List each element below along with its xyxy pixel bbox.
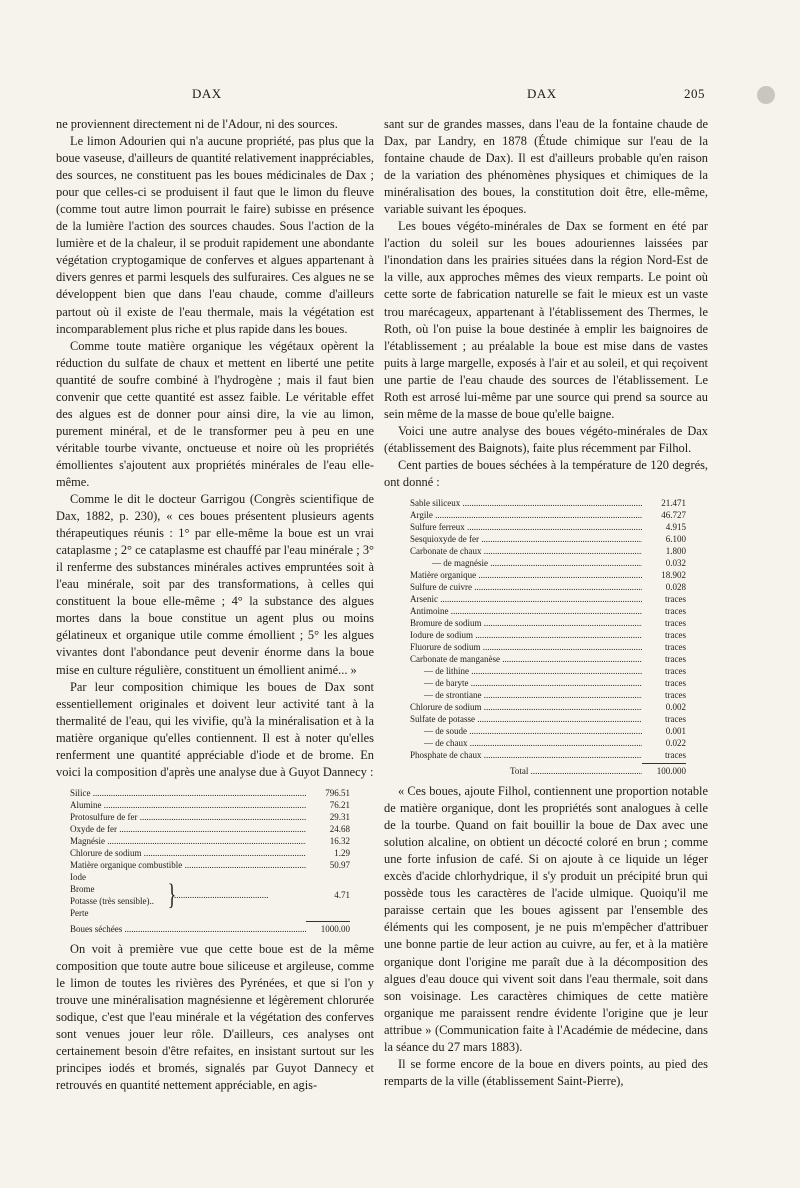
total-value: 1000.00 bbox=[320, 923, 350, 934]
table-total-row bbox=[70, 922, 350, 935]
table-row bbox=[410, 509, 686, 521]
group-item: Potasse (très sensible).. bbox=[70, 895, 154, 906]
substance-name: Bromure de sodium ..... bbox=[410, 617, 642, 629]
substance-name: Phosphate de chaux ..... bbox=[410, 749, 642, 761]
paragraph: Les boues végéto-minérales de Dax se forment en été par l'action du soleil sur les boues adouriennes laissées par l'inondation dans les prairies situées dans la région Nord-Est de la ville, aux approches mêmes des vieux remparts. Le point où cette sorte de fabrication naturelle se fait le mieux est un vaste trou marécageux, appartenant à l'établissement des Thermes, le Roth, où l'on puise la boue destinée à emplir les baignoires de l'établissement ; au préalable la boue est mise dans de vastes puits à large margelle, exposés à l'air et au soleil, et qui reçoivent une partie de l'eau chaude des sources de l'établissement. Le Roth est arrosé lui-même par une source qui prend sa source au sein même de la masse de boue qu'elle baigne. bbox=[384, 219, 708, 421]
substance-value: traces bbox=[665, 606, 686, 617]
table-row bbox=[70, 835, 350, 847]
table-row bbox=[410, 665, 686, 677]
substance-name: Arsenic ..... bbox=[410, 593, 642, 605]
substance-name: — de soude ..... bbox=[410, 725, 642, 737]
composition-table-filhol bbox=[410, 497, 686, 777]
substance-value: traces bbox=[665, 666, 686, 677]
substance-value: traces bbox=[665, 750, 686, 761]
substance-value: 0.028 bbox=[665, 582, 686, 593]
substance-value: 18.902 bbox=[661, 570, 686, 581]
table-row bbox=[410, 629, 686, 641]
substance-value: traces bbox=[665, 654, 686, 665]
substance-name: — de strontiane ..... bbox=[410, 689, 642, 701]
paragraph: Comme toute matière organique les végétaux opèrent la réduction du sulfate de chaux et mettent en liberté une petite quantité de soufre combiné à l'hydrogène ; mais il faut bien convenir que cette quantité est assez faible. Le véritable effet des algues est de donner pour ainsi dire, la vie au limon, purement minéral, et de le transformer peu à peu en une véritable tourbe vivante, onctueuse et noire où les propriétés émollientes s'ajoutent aux propriétés minérales de l'eau elle-même. bbox=[56, 338, 374, 489]
table-row bbox=[410, 749, 686, 761]
substance-name: Magnésie ..... bbox=[70, 835, 306, 847]
substance-value: 29.31 bbox=[329, 811, 350, 822]
substance-value: traces bbox=[665, 594, 686, 605]
paragraph: Comme le dit le docteur Garrigou (Congrès scientifique de Dax, 1882, p. 230), « ces boues présentent plusieurs agents thérapeutiques réunis : 1° par elle-même la boue est un vrai cataplasme ; 2° ce cataplasme est chauffé par l'eau minérale ; 3° il renferme des substances minérales actives empruntées soit à l'eau minérale, soit par des transformations, à celles qui constituent la boue elle-même ; 4° la substance des algues mortes dans la boue constitue un agent plus ou moins gélatineux et organique utile comme émollient ; 5° les algues vivantes dont l'abondance peut devenir énorme dans la boue mise en culture régulière, constituent un émollient animé... » bbox=[56, 492, 374, 677]
substance-value: traces bbox=[665, 618, 686, 629]
substance-value: traces bbox=[665, 678, 686, 689]
substance-name: Antimoine ..... bbox=[410, 605, 642, 617]
substance-value: 50.97 bbox=[329, 859, 350, 870]
paragraph: sant sur de grandes masses, dans l'eau de la fontaine chaude de Dax, par Landry, en 1878 (Étude chimique sur l'eau de la fontaine chaude de Dax). Il est d'ailleurs probable qu'en raison de la variation des phénomènes physiques et chimiques de la minéralisation des boues, la constitution doit être, elle-même, variable suivant les époques. bbox=[384, 117, 708, 217]
table-rows bbox=[70, 787, 350, 871]
substance-value: 1.800 bbox=[665, 546, 686, 557]
substance-name: Chlorure de sodium ..... bbox=[70, 847, 306, 859]
brace-icon: } bbox=[167, 877, 177, 911]
substance-value: 0.032 bbox=[665, 558, 686, 569]
table-row bbox=[410, 653, 686, 665]
substance-name: — de magnésie ..... bbox=[410, 557, 642, 569]
total-label: Total ..... bbox=[410, 765, 642, 777]
table-row bbox=[410, 497, 686, 509]
binding-hole bbox=[757, 86, 775, 104]
substance-value: 0.022 bbox=[665, 738, 686, 749]
substance-value: traces bbox=[665, 642, 686, 653]
table-row bbox=[70, 847, 350, 859]
substance-name: — de baryte ..... bbox=[410, 677, 642, 689]
substance-name: — de chaux ..... bbox=[410, 737, 642, 749]
table-row bbox=[410, 641, 686, 653]
group-value: 4.71 bbox=[334, 889, 350, 900]
table-row bbox=[410, 737, 686, 749]
paragraph: Le limon Adourien qui n'a aucune propriété, pas plus que la boue vaseuse, d'ailleurs de quantité relativement inappréciables, des sources, ne constituent pas les boues médicinales de Dax ; pour que celles-ci se produisent il faut que le limon du fleuve (comme tout autre limon pourrait le faire) subisse en présence de la lumière l'action des sources chaudes. Sous l'action de la lumière et de la chaleur, il se produit rapidement une abondante végétation cryptogamique de conferves et algues appartenant à divers genres et parmi lesquels des sulfuraires. Ces algues ne se développent bien que dans l'eau chaude, comme d'ailleurs partout où il existe de l'eau thermale, mais la végétation est incomparablement plus riche et plus rapide dans les boues. bbox=[56, 134, 374, 336]
substance-value: traces bbox=[665, 714, 686, 725]
substance-name: Oxyde de fer ..... bbox=[70, 823, 306, 835]
substance-name: Carbonate de chaux ..... bbox=[410, 545, 642, 557]
substance-name: Protosulfure de fer ..... bbox=[70, 811, 306, 823]
table-row bbox=[70, 859, 350, 871]
table-row bbox=[410, 545, 686, 557]
table-row bbox=[70, 787, 350, 799]
table-group-row bbox=[70, 871, 350, 919]
substance-value: traces bbox=[665, 690, 686, 701]
substance-value: 4.915 bbox=[665, 522, 686, 533]
table-row bbox=[410, 521, 686, 533]
group-item: Iode bbox=[70, 871, 86, 882]
leader-dots: .......................................... bbox=[174, 889, 269, 900]
group-item: Perte bbox=[70, 907, 89, 918]
running-head-center: DAX bbox=[527, 86, 557, 101]
paragraph: On voit à première vue que cette boue est de la même composition que toute autre boue siliceuse et argileuse, comme le limon de toutes les rivières des Pyrénées, et que si l'on y trouve une minéralisation magnésienne et légèrement chlorurée sodique, c'est que l'eau minérale et la végétation des conferves sont venues jouer leur rôle. D'ailleurs, ces analyses ont certainement besoin d'être refaites, en insistant surtout sur les principes iodés et bromés, signalés par Guyot Dannecy et retrouvés en quantité nettement appréciable, en agis- bbox=[56, 941, 374, 1093]
total-value: 100.000 bbox=[656, 766, 686, 777]
substance-value: 24.68 bbox=[329, 823, 350, 834]
table-row bbox=[410, 689, 686, 701]
substance-value: 46.727 bbox=[661, 510, 686, 521]
substance-name: Sulfure ferreux ..... bbox=[410, 521, 642, 533]
substance-name: Sulfure de cuivre ..... bbox=[410, 581, 642, 593]
paragraph: Il se forme encore de la boue en divers points, au pied des remparts de la ville (établissement Saint-Pierre), bbox=[384, 1056, 708, 1088]
table-row bbox=[410, 605, 686, 617]
table-row bbox=[410, 593, 686, 605]
table-row bbox=[410, 701, 686, 713]
table-row bbox=[410, 569, 686, 581]
table-row bbox=[410, 725, 686, 737]
substance-value: 76.21 bbox=[329, 799, 350, 810]
paragraph: « Ces boues, ajoute Filhol, contiennent une proportion notable de matière organique, dont les propriétés sont analogues à celle de la tourbe. Quand on fait bouillir la boue de Dax avec une solution alcaline, on obtient un décocté coloré en brun ; comme une forte infusion de café. Si on ajoute à ce liquide un léger excès d'acide chlorhydrique, il s'y produit un précipité brun qui possède tous les caractères de l'acide ulmique. Quoiqu'il me paraisse certain que les boues agissent par l'ensemble des éléments qui les composent, je ne puis m'empêcher d'attribuer une bonne partie de leur action au cuivre, au fer, et à la matière organique dont l'origine me paraît due à la décomposition des algues d'eau douce qui vivent soit dans l'eau thermale, soit dans son voisinage. Les caractères chimiques de cette matière organique me paraissent rendre évidente l'origine que je leur attribue » (Communication faite à l'Académie de médecine, dans la séance du 27 mars 1883). bbox=[384, 784, 708, 1054]
substance-name: Fluorure de sodium ..... bbox=[410, 641, 642, 653]
table-row bbox=[70, 823, 350, 835]
substance-value: traces bbox=[665, 630, 686, 641]
table-row bbox=[70, 811, 350, 823]
substance-value: 6.100 bbox=[665, 534, 686, 545]
substance-name: Argile ..... bbox=[410, 509, 642, 521]
running-head-left: DAX bbox=[192, 86, 222, 101]
group-item: Brome bbox=[70, 883, 95, 894]
substance-value: 1.29 bbox=[334, 847, 350, 858]
table-row bbox=[70, 799, 350, 811]
substance-name: Iodure de sodium ..... bbox=[410, 629, 642, 641]
substance-name: Matière organique combustible ..... bbox=[70, 859, 306, 871]
paragraph: Par leur composition chimique les boues de Dax sont essentiellement originales et doivent leur activité tant à la thermalité de l'eau, qui les vivifie, qu'à la minéralisation et à la matière organique qu'elles contiennent. Il est à noter qu'elles renferment une quantité appréciable d'iode et de brome. En voici la composition d'après une analyse due à Guyot Dannecy : bbox=[56, 679, 374, 779]
paragraph: Voici une autre analyse des boues végéto-minérales de Dax (établissement des Baignots), faite plus récemment par Filhol. bbox=[384, 423, 708, 455]
table-row bbox=[410, 677, 686, 689]
table-row bbox=[410, 581, 686, 593]
table-row bbox=[410, 617, 686, 629]
substance-value: 0.002 bbox=[665, 702, 686, 713]
substance-value: 0.001 bbox=[665, 726, 686, 737]
group-items bbox=[70, 871, 166, 919]
substance-name: Sulfate de potasse ..... bbox=[410, 713, 642, 725]
table-row bbox=[410, 533, 686, 545]
substance-name: Silice ..... bbox=[70, 787, 306, 799]
table-row bbox=[410, 713, 686, 725]
substance-name: Sesquioxyde de fer ..... bbox=[410, 533, 642, 545]
paragraph: ne proviennent directement ni de l'Adour, ni des sources. bbox=[56, 117, 338, 131]
total-label: Boues séchées ..... bbox=[70, 923, 306, 935]
substance-name: Chlorure de sodium ..... bbox=[410, 701, 642, 713]
substance-name: Carbonate de manganèse ..... bbox=[410, 653, 642, 665]
substance-value: 796.51 bbox=[325, 787, 350, 798]
table-rows bbox=[410, 497, 686, 761]
table-row bbox=[410, 557, 686, 569]
substance-name: — de lithine ..... bbox=[410, 665, 642, 677]
page-number: 205 bbox=[684, 86, 705, 101]
substance-value: 16.32 bbox=[329, 835, 350, 846]
left-column bbox=[56, 116, 374, 1094]
table-total-row bbox=[410, 764, 686, 777]
composition-table-guyot bbox=[70, 787, 350, 935]
substance-name: Sable siliceux ..... bbox=[410, 497, 642, 509]
right-column bbox=[384, 116, 708, 1090]
substance-value: 21.471 bbox=[661, 498, 686, 509]
paragraph: Cent parties de boues séchées à la température de 120 degrés, ont donné : bbox=[384, 457, 708, 489]
substance-name: Matière organique ..... bbox=[410, 569, 642, 581]
substance-name: Alumine ..... bbox=[70, 799, 306, 811]
